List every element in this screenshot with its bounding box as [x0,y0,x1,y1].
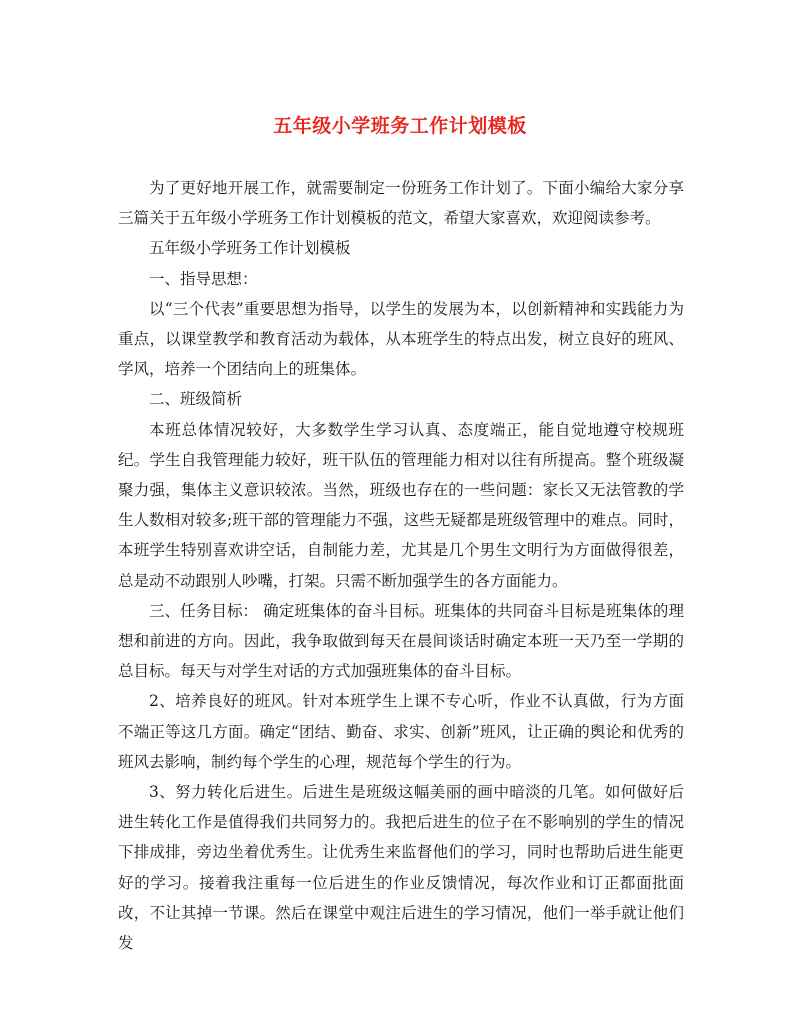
paragraph-class-spirit: 2、培养良好的班风。针对本班学生上课不专心听，作业不认真做，行为方面不端正等这几方面。确定“团结、勤奋、求实、创新”班风，让正确的舆论和优秀的班风去影响，制约每个学生的心理，规范每个学生的行为。 [118,692,684,771]
document-body [118,173,684,958]
paragraph-guiding-thought: 以“三个代表”重要思想为指导，以学生的发展为本，以创新精神和实践能力为重点，以课堂教学和教育活动为载体，从本班学生的特点出发，树立良好的班风、学风，培养一个团结向上的班集体。 [118,299,684,379]
section-heading-guiding-thought: 一、指导思想： [149,269,258,288]
paragraph-underachievers: 3、努力转化后进生。后进生是班级这幅美丽的画中暗淡的几笔。如何做好后进生转化工作是值得我们共同努力的。我把后进生的位子在不影响别的学生的情况下排成排，旁边坐着优秀生。让优秀生来监督他们的学习，同时也帮助后进生能更好的学习。接着我注重每一位后进生的作业反馈情况，每次作业和订正都面批面改，不让其掉一节课。然后在课堂中观注后进生的学习情况，他们一举手就让他们发 [118,783,684,953]
paragraph-subtitle: 五年级小学班务工作计划模板 [149,239,351,258]
paragraph-class-analysis: 本班总体情况较好，大多数学生学习认真、态度端正，能自觉地遵守校规班纪。学生自我管理能力较好，班干队伍的管理能力相对以往有所提高。整个班级凝聚力强，集体主义意识较浓。当然，班级也存在的一些问题：家长又无法管教的学生人数相对较多;班干部的管理能力不强，这些无疑都是班级管理中的难点。同时，本班学生特别喜欢讲空话，自制能力差，尤其是几个男生文明行为方面做得很差，总是动不动跟别人吵嘴，打架。只需不断加强学生的各方面能力。 [118,420,684,590]
paragraph-intro: 为了更好地开展工作，就需要制定一份班务工作计划了。下面小编给大家分享三篇关于五年级小学班务工作计划模板的范文，希望大家喜欢，欢迎阅读参考。 [118,179,684,228]
paragraph-task-goals: 三、任务目标： 确定班集体的奋斗目标。班集体的共同奋斗目标是班集体的理想和前进的方向。因此，我争取做到每天在晨间谈话时确定本班一天乃至一学期的总目标。每天与对学生对话的方式加强班集体的奋斗目标。 [118,601,684,681]
document-title: 五年级小学班务工作计划模板 [273,115,527,137]
section-heading-class-analysis: 二、班级简析 [149,390,243,409]
